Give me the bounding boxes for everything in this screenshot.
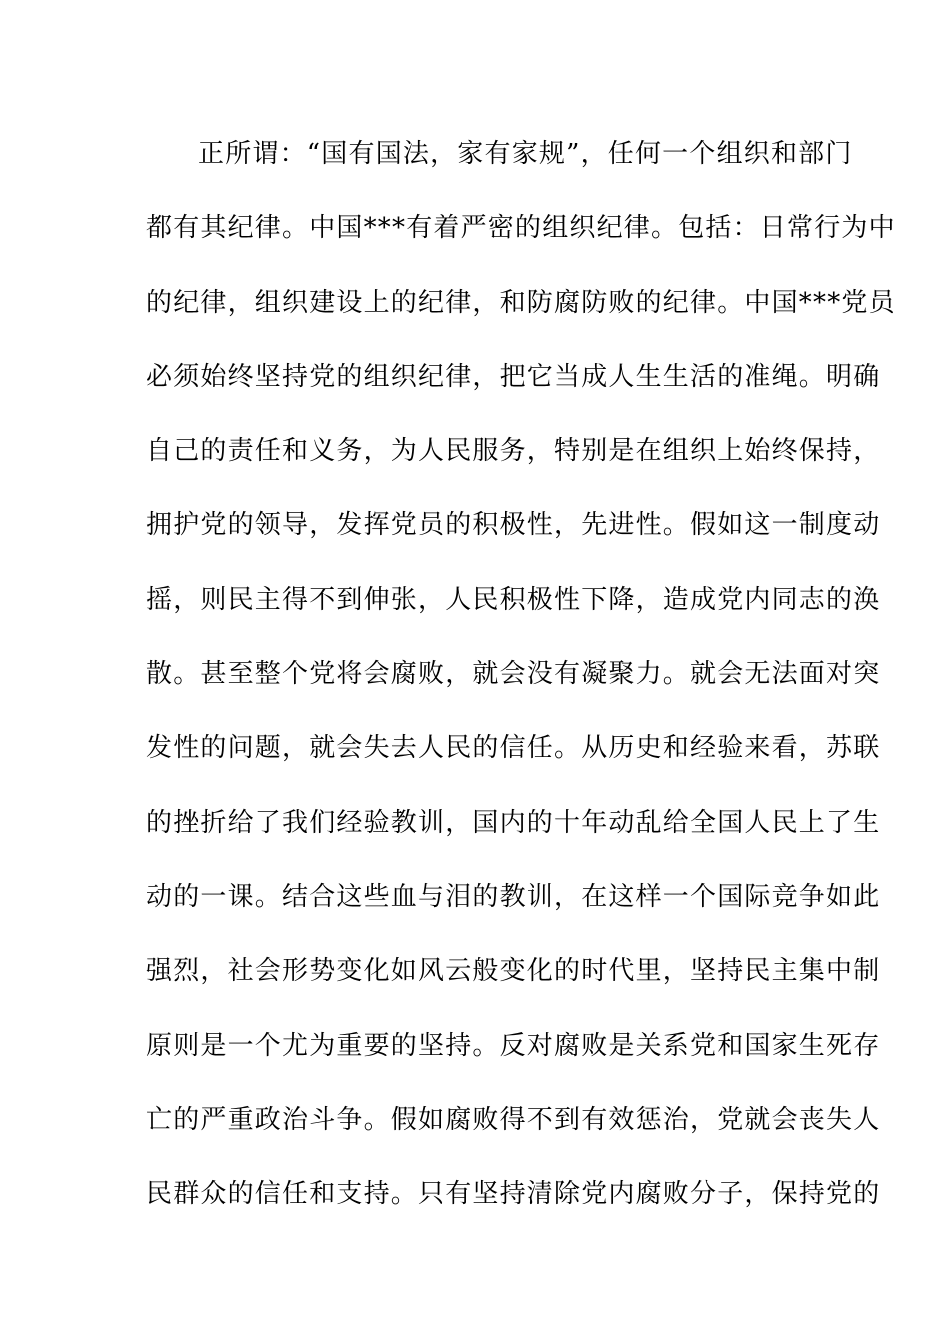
text-line: 散。甚至整个党将会腐败，就会没有凝聚力。就会无法面对突 — [146, 659, 881, 690]
text-line: 自己的责任和义务，为人民服务，特别是在组织上始终保持， — [146, 436, 881, 467]
text-line: 拥护党的领导，发挥党员的积极性，先进性。假如这一制度动 — [146, 510, 881, 541]
text-line: 摇，则民主得不到伸张，人民积极性下降，造成党内同志的涣 — [146, 584, 881, 615]
text-line: 原则是一个尤为重要的坚持。反对腐败是关系党和国家生死存 — [146, 1030, 881, 1061]
body-paragraph — [146, 130, 896, 1244]
text-line: 必须始终坚持党的组织纪律，把它当成人生生活的准绳。明确 — [146, 361, 881, 392]
text-line: 正所谓：“国有国法，家有家规”，任何一个组织和部门 — [198, 139, 853, 169]
text-line: 动的一课。结合这些血与泪的教训，在这样一个国际竞争如此 — [146, 881, 881, 912]
text-line: 亡的严重政治斗争。假如腐败得不到有效惩治，党就会丧失人 — [146, 1104, 881, 1135]
text-line: 的挫折给了我们经验教训，国内的十年动乱给全国人民上了生 — [146, 807, 881, 838]
text-line: 民群众的信任和支持。只有坚持清除党内腐败分子，保持党的 — [146, 1179, 881, 1210]
text-line: 都有其纪律。中国***有着严密的组织纪律。包括：日常行为中 — [146, 213, 896, 244]
text-line: 发性的问题，就会失去人民的信任。从历史和经验来看，苏联 — [146, 733, 881, 764]
text-line: 强烈，社会形势变化如风云般变化的时代里，坚持民主集中制 — [146, 956, 881, 987]
text-line: 的纪律，组织建设上的纪律，和防腐防败的纪律。中国***党员 — [146, 287, 896, 318]
